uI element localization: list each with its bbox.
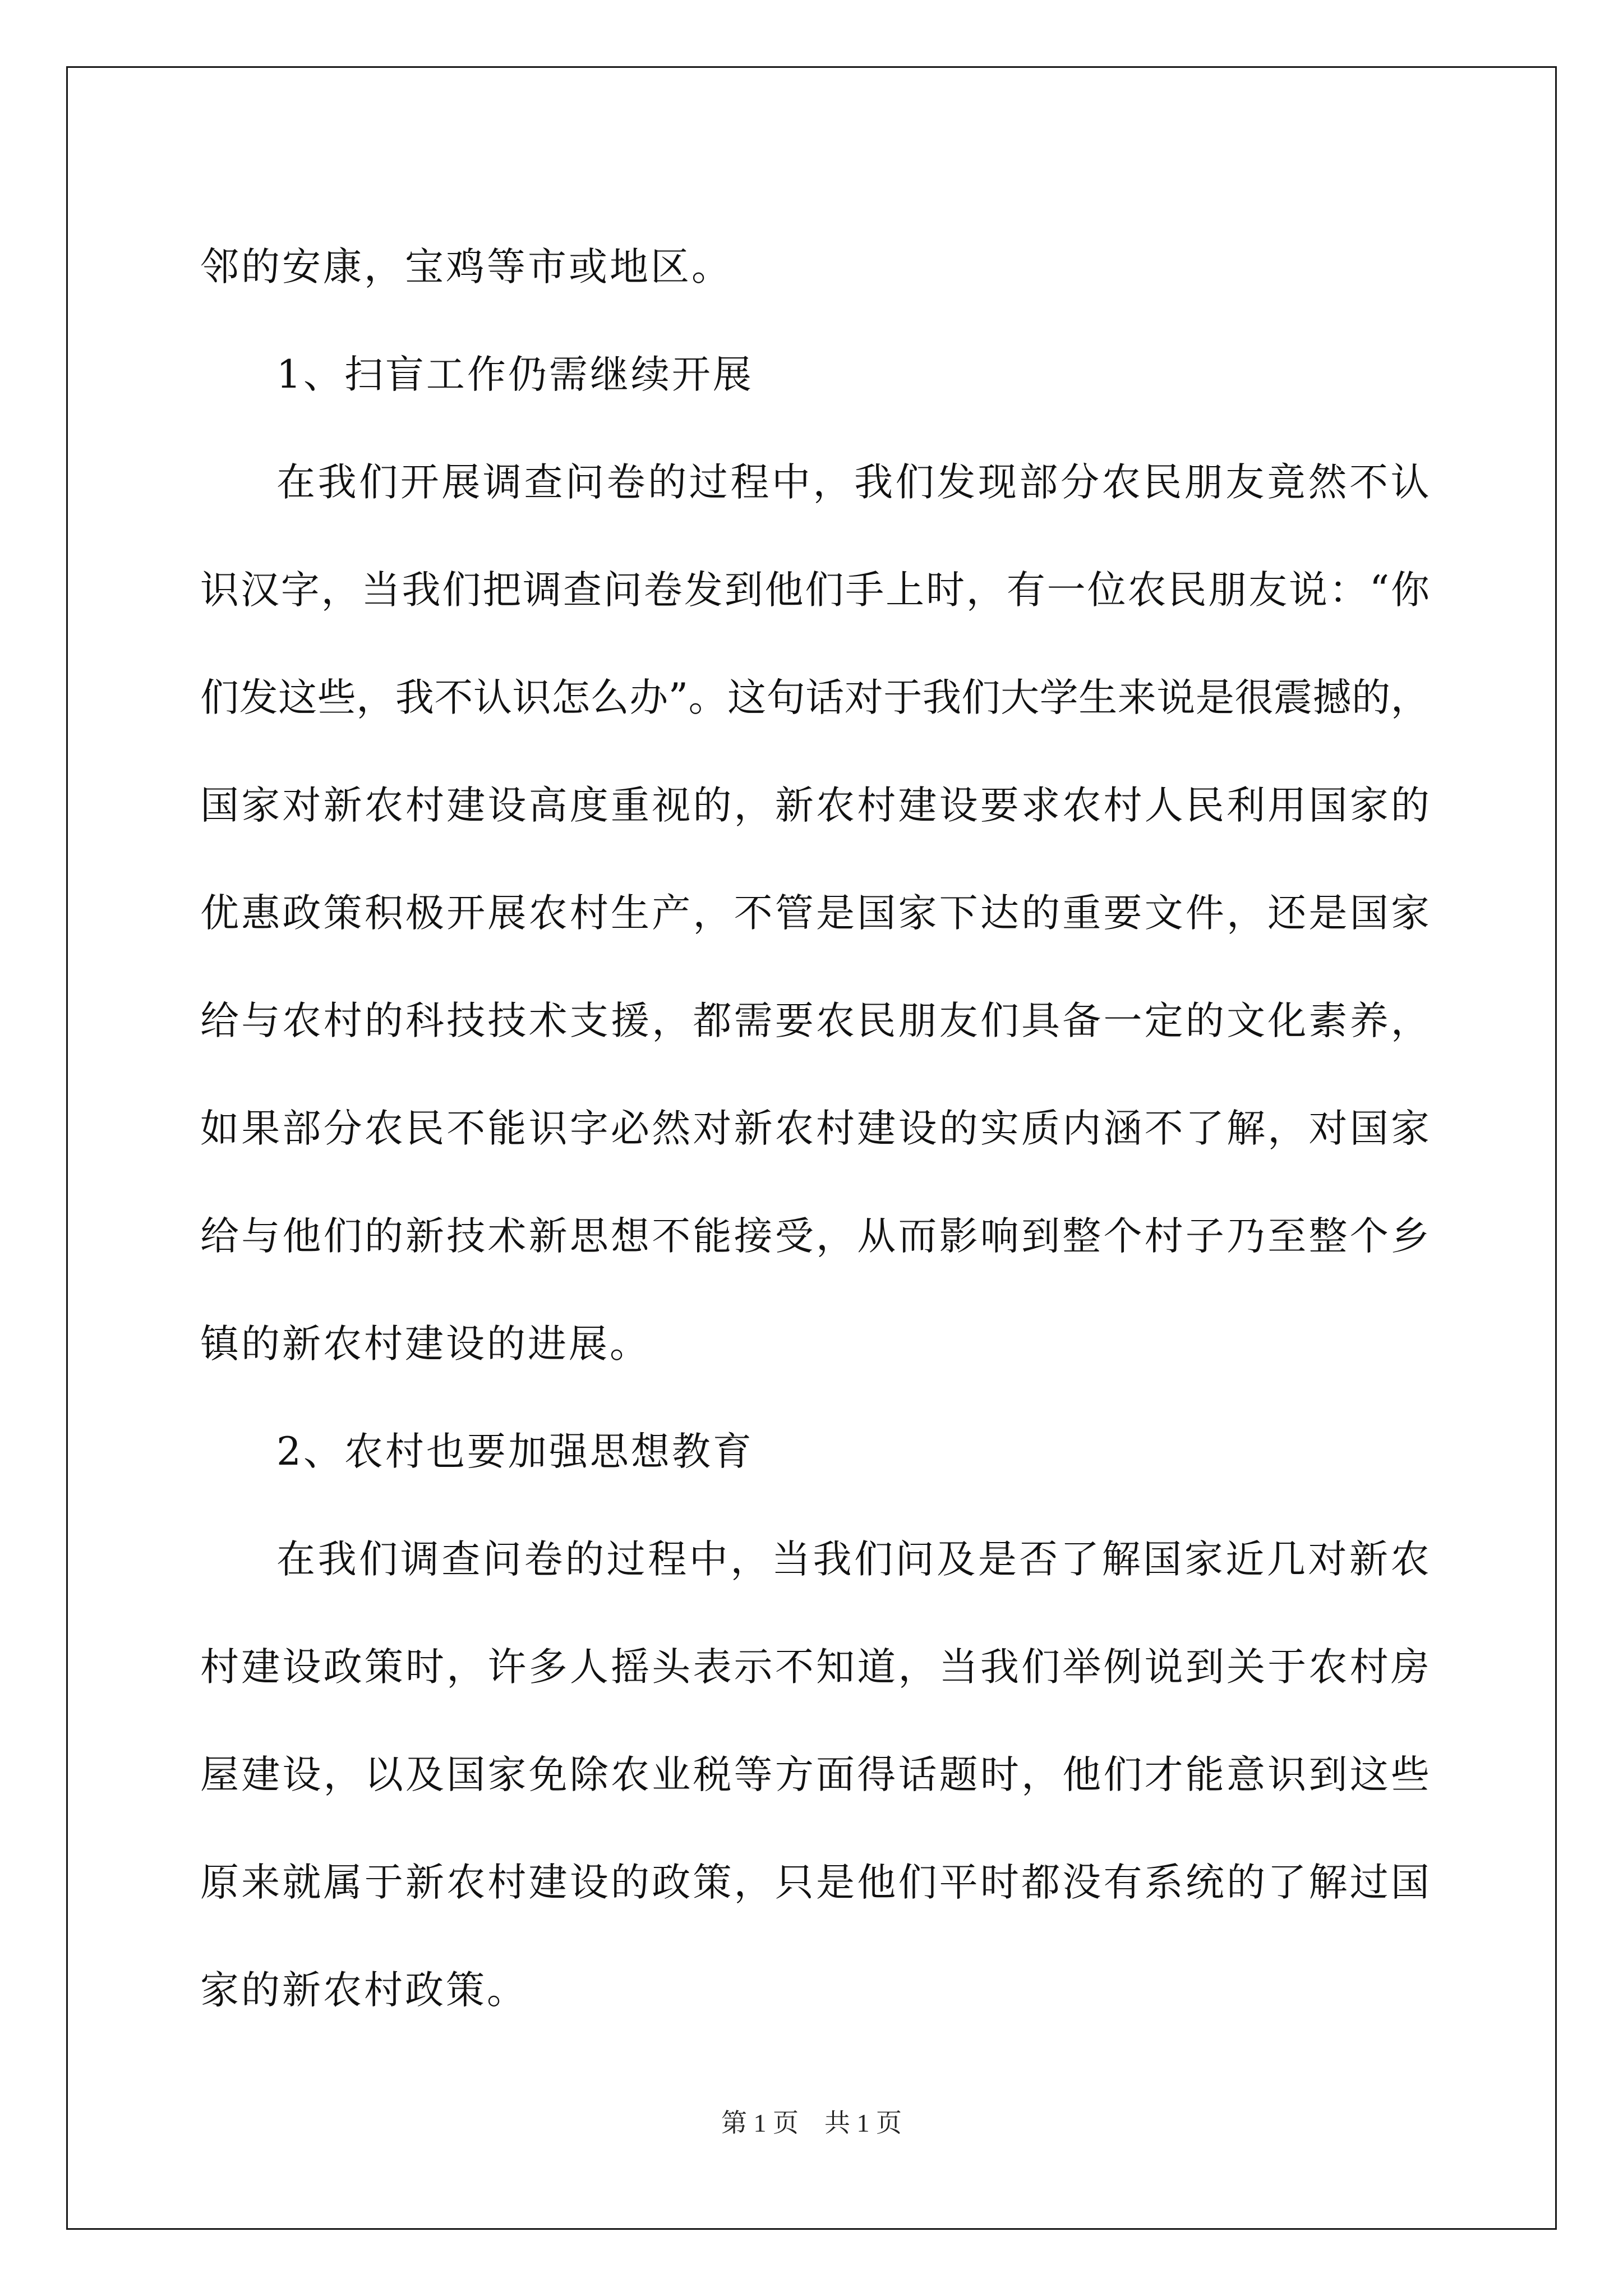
paragraph-line: 邻的安康，宝鸡等市或地区。 [200, 245, 732, 289]
paragraph-line: 村 建 设 政 策 时 ， 许 多 人 摇 头 表 示 不 知 道 ， 当 我 们 举 例 说 到 关 于 农 村 房 [200, 1645, 1430, 1690]
paragraph-line: 给 与 农 村 的 科 技 技 术 支 援 ， 都 需 要 农 民 朋 友 们 具 备 一 定 的 文 化 素 养 ， [200, 999, 1430, 1043]
page-number-footer: 第 1 页 共 1 页 [721, 2109, 902, 2137]
paragraph-line: 家的新农村政策。 [200, 1968, 528, 2013]
paragraph-line: 原 来 就 属 于 新 农 村 建 设 的 政 策 ， 只 是 他 们 平 时 都 没 有 系 统 的 了 解 过 国 [200, 1860, 1430, 1905]
paragraph-line: 优 惠 政 策 积 极 开 展 农 村 生 产 ， 不 管 是 国 家 下 达 的 重 要 文 件 ， 还 是 国 家 [200, 891, 1430, 936]
section-heading: 1、扫盲工作仍需继续开展 [276, 352, 754, 397]
section-heading: 2、农村也要加强思想教育 [276, 1429, 754, 1474]
paragraph-line: 在 我 们 开 展 调 查 问 卷 的 过 程 中 ， 我 们 发 现 部 分 农 民 朋 友 竟 然 不 认 [276, 460, 1430, 505]
paragraph-line: 屋 建 设 ， 以 及 国 家 免 除 农 业 税 等 方 面 得 话 题 时 ， 他 们 才 能 意 识 到 这 些 [200, 1752, 1430, 1797]
paragraph-line: 给 与 他 们 的 新 技 术 新 思 想 不 能 接 受 ， 从 而 影 响 到 整 个 村 子 乃 至 整 个 乡 [200, 1214, 1430, 1259]
document-body [200, 213, 1430, 2044]
paragraph-line: 镇的新农村建设的进展。 [200, 1322, 651, 1366]
paragraph-line: 国 家 对 新 农 村 建 设 高 度 重 视 的 ， 新 农 村 建 设 要 求 农 村 人 民 利 用 国 家 的 [200, 783, 1430, 828]
paragraph-line: 在 我 们 调 查 问 卷 的 过 程 中 ， 当 我 们 问 及 是 否 了 解 国 家 近 几 对 新 农 [276, 1537, 1430, 1582]
paragraph-line: 识 汉 字 ， 当 我 们 把 调 查 问 卷 发 到 他 们 手 上 时 ， 有 一 位 农 民 朋 友 说 ： “ 你 [200, 568, 1430, 613]
paragraph-line: 如 果 部 分 农 民 不 能 识 字 必 然 对 新 农 村 建 设 的 实 质 内 涵 不 了 解 ， 对 国 家 [200, 1106, 1430, 1151]
paragraph-line: 们 发 这 些 ， 我 不 认 识 怎 么 办 ” 。 这 句 话 对 于 我 们 大 学 生 来 说 是 很 震 撼 的 ， [200, 675, 1430, 720]
